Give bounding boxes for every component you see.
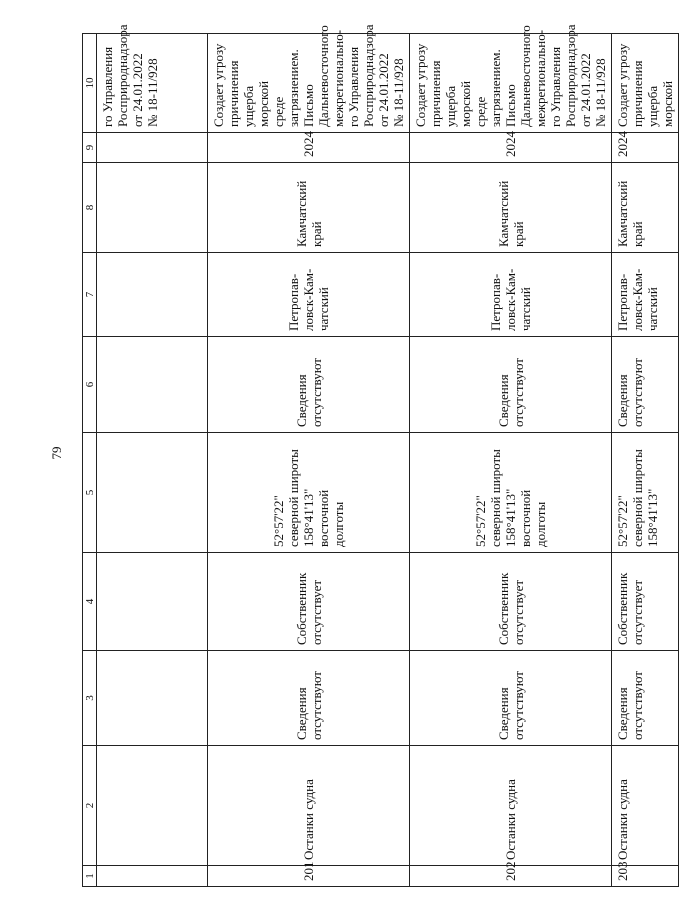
- col6-cell: Сведения отсутствуют: [612, 337, 679, 433]
- coordinates-cell: 52°57'22" северной широты 158°41'13" восточной долготы: [410, 433, 612, 553]
- owner-cell: Собственник отсутствует: [612, 553, 679, 651]
- coordinates-cell: 52°57'22" северной широты 158°41'13": [612, 433, 679, 553]
- locality-cell: Петропав- ловск-Кам- чатский: [208, 253, 410, 337]
- rotated-table-wrapper: [82, 24, 675, 887]
- table-header-row: [83, 34, 97, 887]
- column-header: 6: [83, 337, 97, 433]
- registry-table: [82, 24, 679, 887]
- region-cell: Камчатский край: [208, 163, 410, 253]
- column-header: 2: [83, 746, 97, 866]
- object-name-cell: Останки судна: [410, 746, 612, 866]
- coordinates-cell: 52°57'22" северной широты 158°41'13" восточной долготы: [208, 433, 410, 553]
- coordinates-cell: [97, 433, 208, 553]
- column-header: 1: [83, 866, 97, 887]
- row-number-cell: 202: [410, 866, 612, 887]
- region-cell: [97, 163, 208, 253]
- table-row-203: [612, 34, 679, 887]
- year-cell: [97, 133, 208, 163]
- year-cell: 2024: [612, 133, 679, 163]
- table-row-201: [208, 34, 410, 887]
- region-cell: Камчатский край: [410, 163, 612, 253]
- note-cell: Создает угрозу причинения ущерба морской среде загрязнением. Письмо Дальневосточного межрегионально- го Управления Росприроднадзора от 24.01.2022 № 18-11/928: [410, 34, 612, 133]
- row-number-cell: 203: [612, 866, 679, 887]
- owner-cell: Собственник отсутствует: [410, 553, 612, 651]
- owner-cell: [97, 553, 208, 651]
- col6-cell: [97, 337, 208, 433]
- table-row-202: [410, 34, 612, 887]
- table-row-continuation: [97, 34, 208, 887]
- column-header: 4: [83, 553, 97, 651]
- note-cell: Создает угрозу причинения ущерба морской: [612, 34, 679, 133]
- object-name-cell: [97, 746, 208, 866]
- row-number-cell: 201: [208, 866, 410, 887]
- column-header: 7: [83, 253, 97, 337]
- region-cell: Камчатский край: [612, 163, 679, 253]
- col3-cell: Сведения отсутствуют: [410, 651, 612, 746]
- column-header: 8: [83, 163, 97, 253]
- locality-cell: Петропав- ловск-Кам- чатский: [612, 253, 679, 337]
- object-name-cell: Останки судна: [208, 746, 410, 866]
- note-cell: го Управления Росприроднадзора от 24.01.2022 № 18-11/928: [97, 34, 208, 133]
- col3-cell: [97, 651, 208, 746]
- page-number: 79: [49, 446, 64, 460]
- column-header: 5: [83, 433, 97, 553]
- locality-cell: [97, 253, 208, 337]
- col3-cell: Сведения отсутствуют: [208, 651, 410, 746]
- year-cell: 2024: [410, 133, 612, 163]
- owner-cell: Собственник отсутствует: [208, 553, 410, 651]
- locality-cell: Петропав- ловск-Кам- чатский: [410, 253, 612, 337]
- col6-cell: Сведения отсутствуют: [410, 337, 612, 433]
- note-cell: Создает угрозу причинения ущерба морской среде загрязнением. Письмо Дальневосточного межрегионально- го Управления Росприроднадзора от 24.01.2022 № 18-11/928: [208, 34, 410, 133]
- year-cell: 2024: [208, 133, 410, 163]
- column-header: 10: [83, 34, 97, 133]
- col6-cell: Сведения отсутствуют: [208, 337, 410, 433]
- column-header: 3: [83, 651, 97, 746]
- row-number-cell: [97, 866, 208, 887]
- column-header: 9: [83, 133, 97, 163]
- object-name-cell: Останки судна: [612, 746, 679, 866]
- col3-cell: Сведения отсутствуют: [612, 651, 679, 746]
